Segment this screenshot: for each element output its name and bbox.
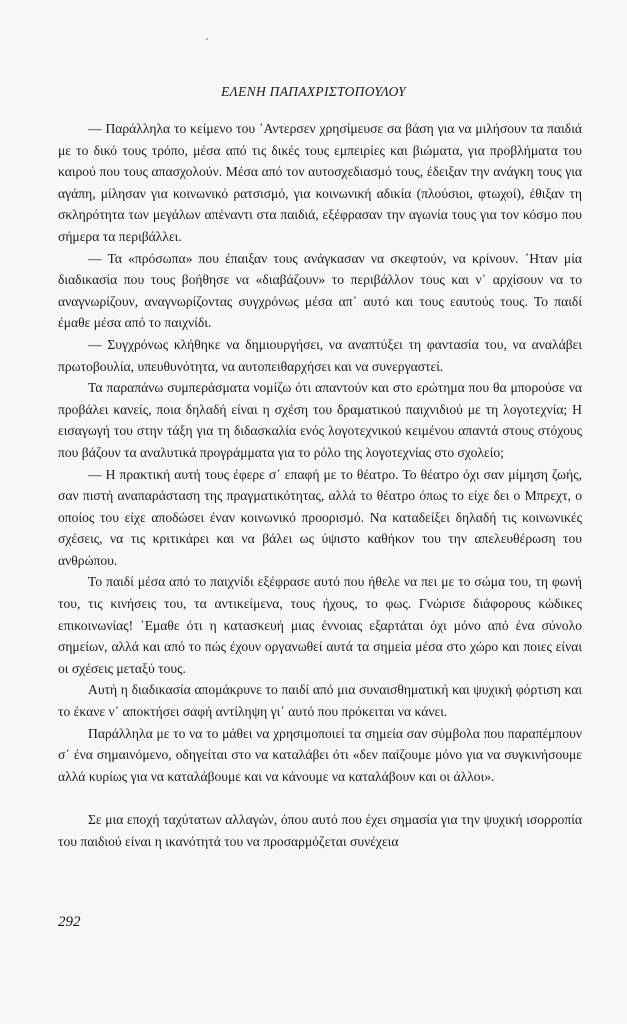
paragraph: — Τα «πρόσωπα» που έπαιξαν τους ανάγκασαν να σκεφτούν, να κρίνουν. ᾽Ηταν μία διαδικασία που τους βοήθησε να «διαβάζουν» το περιβάλλον τους και ν᾽ αρχίσουν να το αναγνωρίζουν, αναγνωρίζοντας συγχρόνως μέσα απ᾽ αυτό και τους εαυτούς τους. Το παιδί έμαθε μέσα από το παιχνίδι.	[58, 250, 582, 331]
paragraph: Σε μια εποχή ταχύτατων αλλαγών, όπου αυτό που έχει σημασία για την ψυχική ισορροπία του παιδιού είναι η ικανότητά του να προσαρμόζεται συνέχεια	[58, 812, 582, 849]
paragraph: Τα παραπάνω συμπεράσματα νομίζω ότι απαντούν και στο ερώτημα που θα μπορούσε να προβάλει κανείς, ποια δηλαδή είναι η σχέση του δραματικού παιχνιδιού με τη λογοτεχνία; Η εισαγωγή του στην τάξη για τη διδασκαλία ενός λογοτεχνικού κειμένου απαντά στους στόχους που βάζουν τα αναλυτικά προγράμματα για το ρόλο της λογοτεχνίας στο σχολείο;	[58, 380, 582, 460]
paragraph: — Παράλληλα το κείμενο του ᾽Αντερσεν χρησίμευσε σα βάση για να μιλήσουν τα παιδιά με το δικό τους τρόπο, μέσα από τις δικές τους εμπειρίες και βιώματα, για προβλήματα του καιρού που τους απασχολούν. Μέσα από τον αυτοσχεδιασμό τους, έδειξαν την ανάγκη τους για αγάπη, μίλησαν για κοινωνικό ρατσισμό, για κοινωνική αδικία (πλούσιοι, φτωχοί), έθιξαν τη σκληρότητα των μεγάλων απέναντι στα παιδιά, εξέφρασαν την αγωνία τους για τον κόσμο που σήμερα τα περιβάλλει.	[58, 121, 582, 244]
running-header: ΕΛΕΝΗ ΠΑΠΑΧΡΙΣΤΟΠΟΥΛΟΥ	[221, 84, 406, 99]
paragraph: Παράλληλα με το να το μάθει να χρησιμοποιεί τα σημεία σαν σύμβολα που παραπέμπουν σ᾽ ένα σημαινόμενο, οδηγείται στο να καταλάβει ότι «δεν παίζουμε μόνο για να συγκινήσουμε αλλά κυρίως για να καταλάβουμε και να κάνουμε να καταλάβουν και οι άλλοι».	[58, 725, 582, 784]
paragraph: Το παιδί μέσα από το παιχνίδι εξέφρασε αυτό που ήθελε να πει με το σώμα του, τη φωνή του, τις κινήσεις του, τα αντικείμενα, τους ήχους, το φως. Γνώρισε διάφορους κώδικες επικοινωνίας! ᾽Εμαθε ότι η κατασκευή μιας έννοιας εξαρτάται όχι μόνο από ένα σύνολο σημείων, αλλά και από το πώς έχουν οργανωθεί αυτά τα σημεία μέσα στο χώρο και ποιες είναι οι σχέσεις μεταξύ τους.	[58, 574, 582, 676]
paragraph: — Συγχρόνως κλήθηκε να δημιουργήσει, να αναπτύξει τη φαντασία του, να αναλάβει πρωτοβουλία, υπευθυνότητα, να αυτοπειθαρχήσει και να συνεργαστεί.	[58, 336, 582, 374]
page-number: 292	[58, 914, 81, 930]
paragraph: Αυτή η διαδικασία απομάκρυνε το παιδί από μια συναισθηματική και ψυχική φόρτιση και το έκανε ν᾽ αποκτήσει σαφή αντίληψη γι᾽ αυτό που πρόκειται να κάνει.	[58, 682, 582, 720]
scan-speck	[206, 38, 208, 40]
body-text	[58, 118, 582, 852]
paragraph: — Η πρακτική αυτή τους έφερε σ᾽ επαφή με το θέατρο. Το θέατρο όχι σαν μίμηση ζωής, σαν πιστή αναπαράσταση της πραγματικότητας, αλλά το θέατρο όπως το είχε δει ο Μπρεχτ, ο οποίος του είχε αποδώσει έναν κοινωνικό προορισμό. Να καταδείξει δηλαδή τις κοινωνικές σχέσεις, να τις κριτικάρει και να βάλει ως ύψιστο καθήκον του την απελευθέρωση του ανθρώπου.	[58, 466, 582, 568]
